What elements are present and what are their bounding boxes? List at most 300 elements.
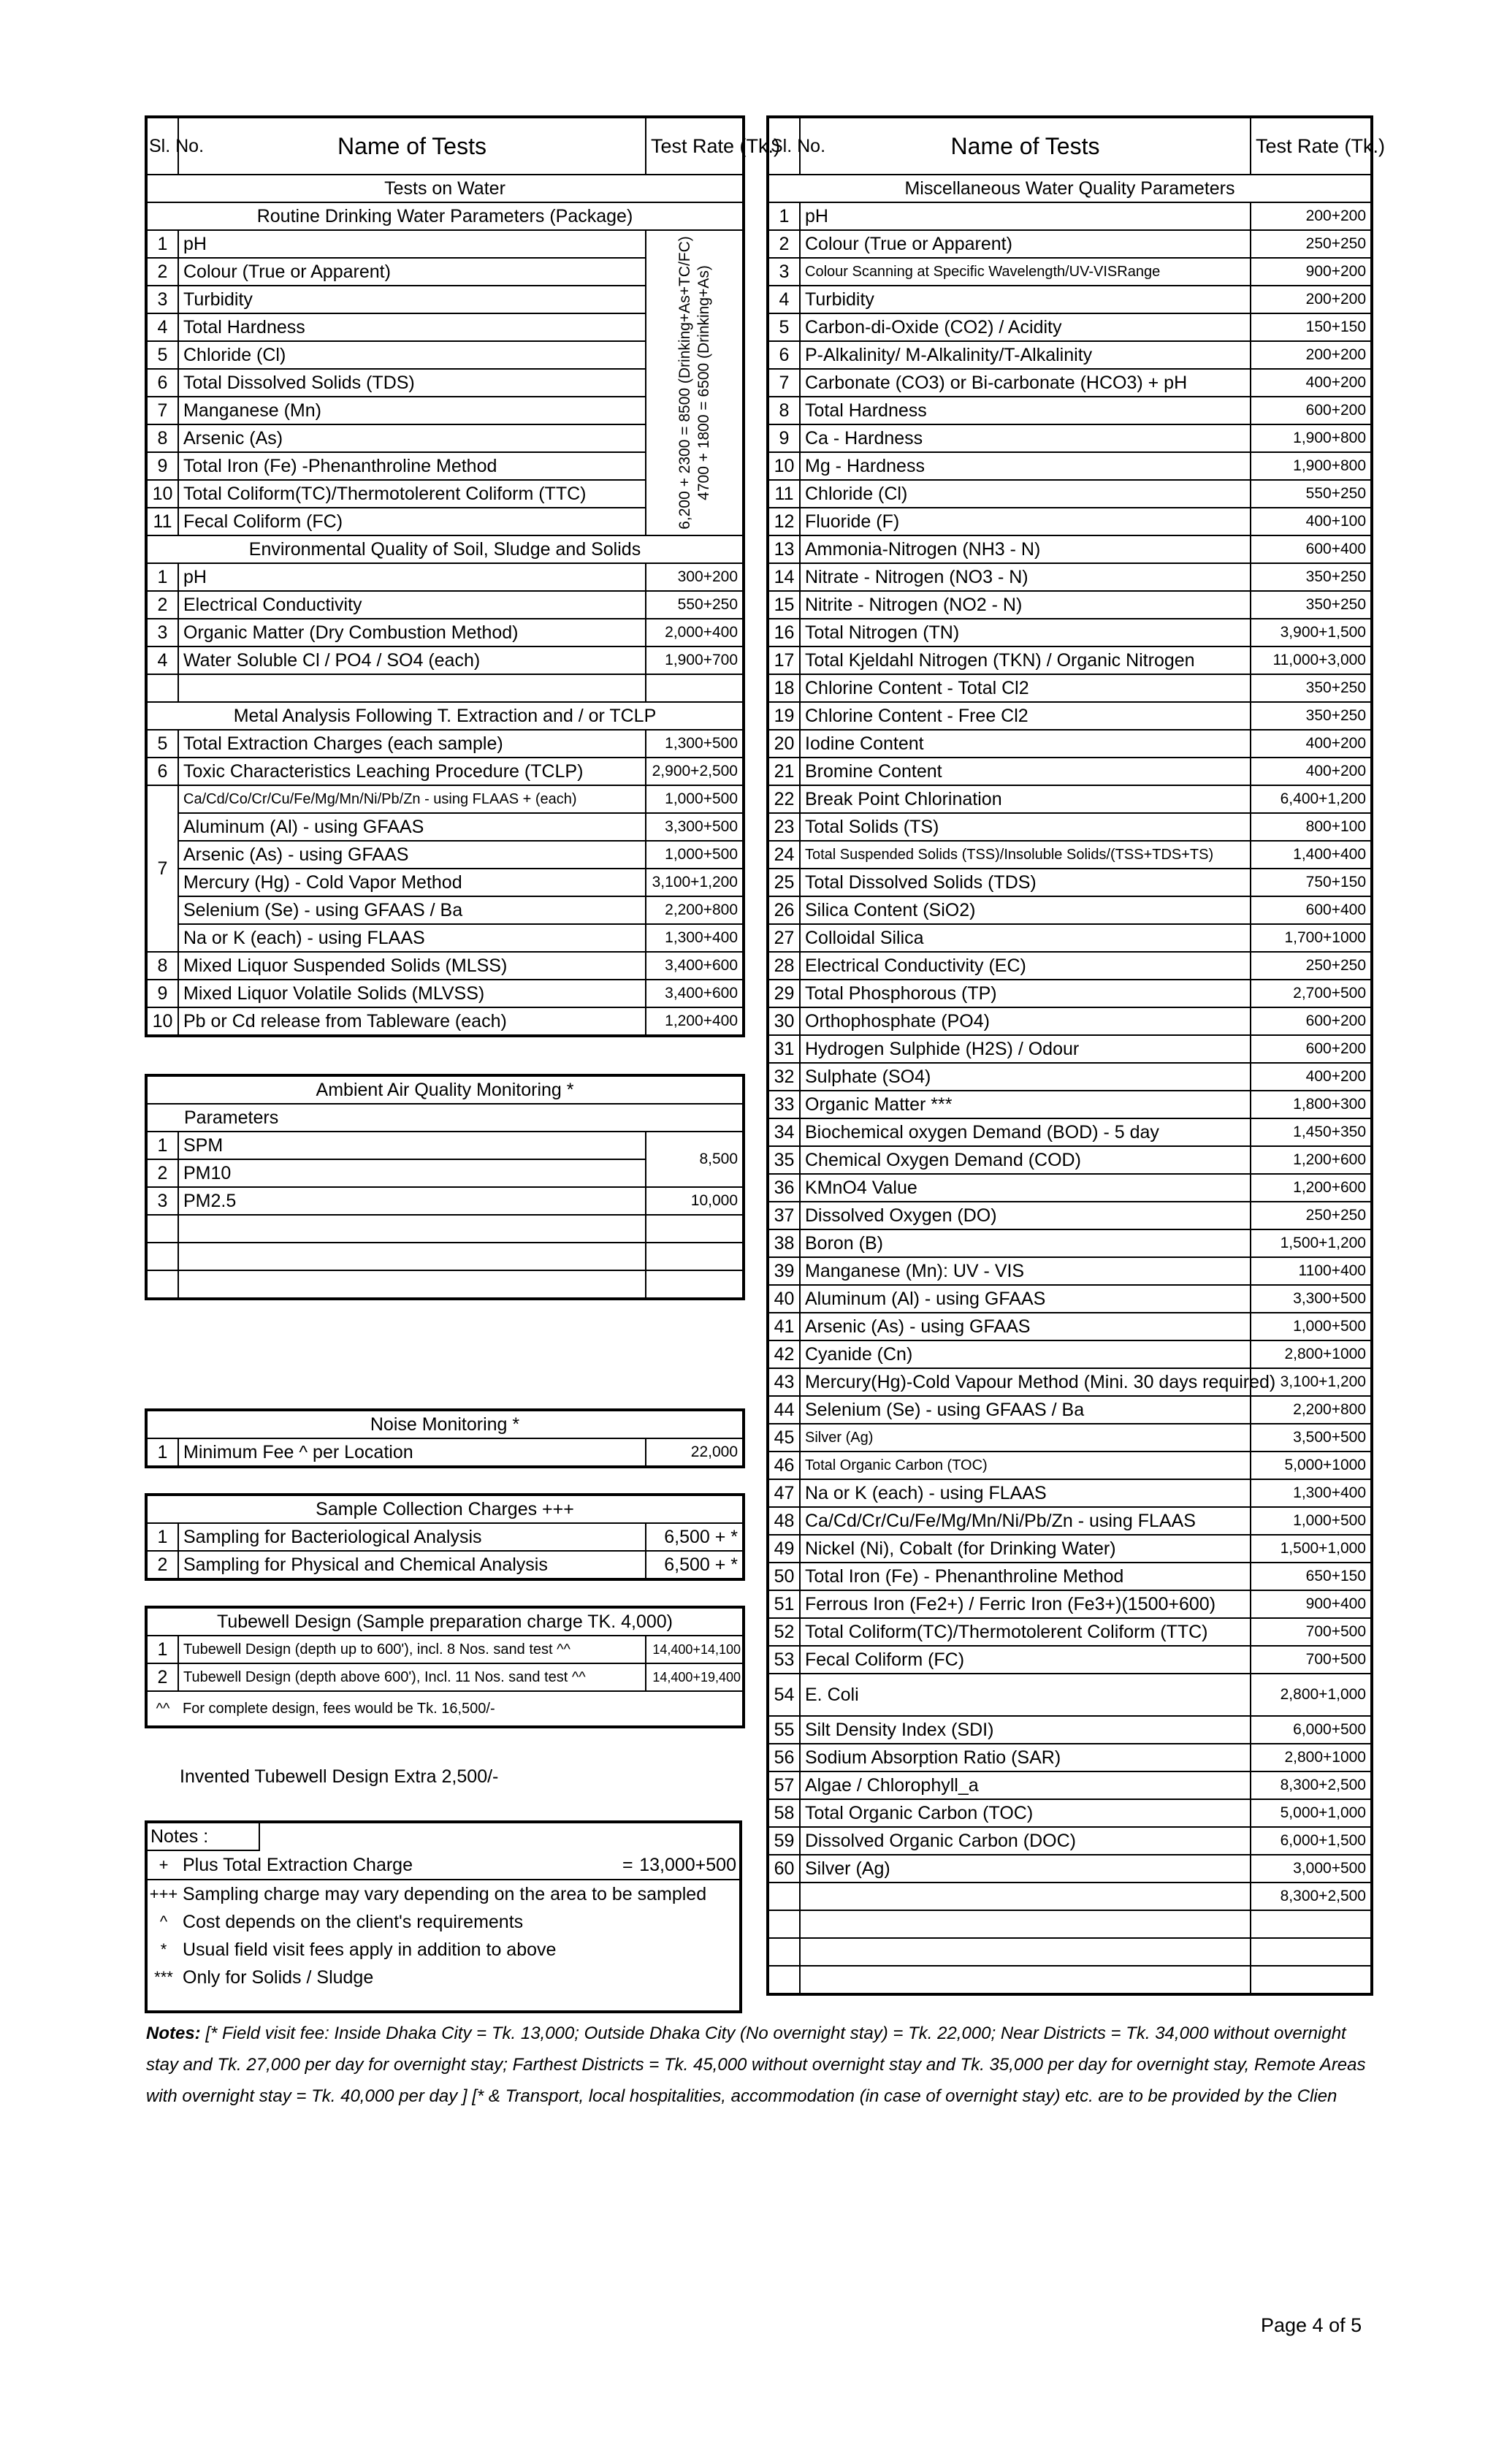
test-rate: 6,500 + * xyxy=(646,1551,744,1579)
table-row xyxy=(768,813,1372,841)
table-row xyxy=(768,1091,1372,1118)
test-name: Na or K (each) - using FLAAS xyxy=(178,924,646,952)
test-name: Arsenic (As) - using GFAAS xyxy=(178,841,646,869)
test-name: pH xyxy=(178,230,646,258)
table-row xyxy=(768,619,1372,646)
sl-number: 41 xyxy=(768,1313,800,1340)
sl-number: 10 xyxy=(146,1007,178,1036)
sl-number: 2 xyxy=(146,258,178,286)
test-rate: 600+400 xyxy=(1251,896,1372,924)
table-row xyxy=(146,591,744,619)
test-rate-header: Test Rate (Tk.) xyxy=(646,117,744,175)
table-row xyxy=(768,1827,1372,1855)
test-rate: 2,700+500 xyxy=(1251,980,1372,1007)
test-name: Total Dissolved Solids (TDS) xyxy=(800,869,1251,896)
test-name: Ammonia-Nitrogen (NH3 - N) xyxy=(800,535,1251,563)
table-row xyxy=(146,1551,744,1579)
table-row xyxy=(768,1563,1372,1590)
test-rate: 1,500+1,000 xyxy=(1251,1535,1372,1563)
table-row xyxy=(768,674,1372,702)
test-name: Dissolved Oxygen (DO) xyxy=(800,1202,1251,1229)
sl-number: 12 xyxy=(768,508,800,535)
test-rate: 3,400+600 xyxy=(646,980,744,1007)
test-rate: 650+150 xyxy=(1251,1563,1372,1590)
note-mark: *** xyxy=(154,1968,173,1986)
sl-no-header: Sl. No. xyxy=(768,117,800,175)
test-name: Iodine Content xyxy=(800,730,1251,758)
table-row xyxy=(768,1202,1372,1229)
sl-number: 6 xyxy=(146,758,178,785)
test-name xyxy=(800,1883,1251,1910)
table-row xyxy=(768,397,1372,424)
test-name: Nitrate - Nitrogen (NO3 - N) xyxy=(800,563,1251,591)
test-name: Na or K (each) - using FLAAS xyxy=(800,1479,1251,1507)
sl-number: 49 xyxy=(768,1535,800,1563)
test-rate: 3,100+1,200 xyxy=(646,869,744,896)
test-name: Total Coliform(TC)/Thermotolerent Coliform (TTC) xyxy=(178,480,646,508)
test-name: Hydrogen Sulphide (H2S) / Odour xyxy=(800,1035,1251,1063)
test-name: Total Iron (Fe) -Phenanthroline Method xyxy=(178,452,646,480)
table-row xyxy=(768,1479,1372,1507)
test-rate: 550+250 xyxy=(1251,480,1372,508)
test-name: Sampling for Physical and Chemical Analysis xyxy=(178,1551,646,1579)
table-row xyxy=(768,1744,1372,1771)
test-rate: 1100+400 xyxy=(1251,1257,1372,1285)
table-row xyxy=(768,952,1372,980)
test-rate: 350+250 xyxy=(1251,563,1372,591)
test-name: Chlorine Content - Free Cl2 xyxy=(800,702,1251,730)
table-row xyxy=(146,646,744,674)
table-row xyxy=(768,924,1372,952)
air-quality-title: Ambient Air Quality Monitoring * xyxy=(146,1075,744,1104)
sl-number: 9 xyxy=(768,424,800,452)
test-name: Orthophosphate (PO4) xyxy=(800,1007,1251,1035)
sl-number: 38 xyxy=(768,1229,800,1257)
test-name: Chloride (Cl) xyxy=(178,341,646,369)
sl-number: 16 xyxy=(768,619,800,646)
test-rate: 2,200+800 xyxy=(646,896,744,924)
sl-number: 3 xyxy=(146,1187,178,1215)
test-rate: 400+200 xyxy=(1251,369,1372,397)
sl-number: 9 xyxy=(146,980,178,1007)
sl-number: 4 xyxy=(146,646,178,674)
sl-number: 43 xyxy=(768,1368,800,1396)
note-text: Sampling charge may vary depending on the area to be sampled xyxy=(183,1884,707,1904)
note-line xyxy=(148,1964,739,1991)
sl-number: 6 xyxy=(146,369,178,397)
test-name: Nickel (Ni), Cobalt (for Drinking Water) xyxy=(800,1535,1251,1563)
sl-number: 1 xyxy=(146,563,178,591)
note-mark: + xyxy=(159,1855,169,1874)
table-row xyxy=(768,1285,1372,1313)
field-visit-notes xyxy=(146,2018,1373,2112)
sl-number: 42 xyxy=(768,1340,800,1368)
table-row xyxy=(146,1132,744,1159)
table-row xyxy=(768,1257,1372,1285)
test-rate: 150+150 xyxy=(1251,313,1372,341)
sl-number: 4 xyxy=(768,286,800,313)
test-name: Chlorine Content - Total Cl2 xyxy=(800,674,1251,702)
test-rate: 600+200 xyxy=(1251,1035,1372,1063)
test-rate: 2,900+2,500 xyxy=(646,758,744,785)
sl-number: 46 xyxy=(768,1452,800,1479)
sl-number: 25 xyxy=(768,869,800,896)
table-row xyxy=(146,841,744,869)
table-row xyxy=(768,785,1372,813)
air-quality-table xyxy=(145,1074,742,1300)
sl-no-header: Sl. No. xyxy=(146,117,178,175)
sl-number: 15 xyxy=(768,591,800,619)
sl-number: 44 xyxy=(768,1396,800,1424)
test-name: Total Coliform(TC)/Thermotolerent Coliform (TTC) xyxy=(800,1618,1251,1646)
sl-number: 45 xyxy=(768,1424,800,1452)
table-row xyxy=(768,369,1372,397)
table-row xyxy=(768,563,1372,591)
test-rate: 3,400+600 xyxy=(646,952,744,980)
table-row xyxy=(146,563,744,591)
test-rate: 250+250 xyxy=(1251,230,1372,258)
tubewell-design-table xyxy=(145,1606,742,1728)
test-rate: 250+250 xyxy=(1251,1202,1372,1229)
sl-number: 32 xyxy=(768,1063,800,1091)
test-rate: 1,500+1,200 xyxy=(1251,1229,1372,1257)
sl-number: 4 xyxy=(146,313,178,341)
test-rate: 2,200+800 xyxy=(1251,1396,1372,1424)
table-row xyxy=(768,1590,1372,1618)
test-rate: 6,000+500 xyxy=(1251,1716,1372,1744)
sl-number: 2 xyxy=(146,1551,178,1579)
test-rate: 250+250 xyxy=(1251,952,1372,980)
tubewell-footnote-row xyxy=(146,1691,744,1727)
test-rate: 1,900+800 xyxy=(1251,452,1372,480)
table-row xyxy=(768,1063,1372,1091)
sl-number: 11 xyxy=(146,508,178,535)
table-row xyxy=(768,313,1372,341)
test-rate-header: Test Rate (Tk.) xyxy=(1251,117,1372,175)
sl-number: 5 xyxy=(768,313,800,341)
misc-water-title: Miscellaneous Water Quality Parameters xyxy=(768,175,1372,202)
test-name: Bromine Content xyxy=(800,758,1251,785)
test-rate: 1,200+600 xyxy=(1251,1146,1372,1174)
sl-number: 18 xyxy=(768,674,800,702)
test-name: Sodium Absorption Ratio (SAR) xyxy=(800,1744,1251,1771)
sl-number: 54 xyxy=(768,1674,800,1716)
table-row xyxy=(768,1855,1372,1883)
test-name: Ca/Cd/Cr/Cu/Fe/Mg/Mn/Ni/Pb/Zn - using FLAAS xyxy=(800,1507,1251,1535)
notes-box xyxy=(145,1820,742,2013)
test-name: Electrical Conductivity xyxy=(178,591,646,619)
test-name: Mercury (Hg) - Cold Vapor Method xyxy=(178,869,646,896)
spm-pm10-rate: 8,500 xyxy=(646,1132,744,1187)
test-name: Tubewell Design (depth up to 600'), incl. 8 Nos. sand test ^^ xyxy=(178,1636,646,1663)
test-rate: 1,200+600 xyxy=(1251,1174,1372,1202)
sl-number: 20 xyxy=(768,730,800,758)
test-name: Fluoride (F) xyxy=(800,508,1251,535)
sl-number: 23 xyxy=(768,813,800,841)
sl-number: 10 xyxy=(768,452,800,480)
tubewell-title: Tubewell Design (Sample preparation charge TK. 4,000) xyxy=(146,1607,744,1636)
sl-number: 17 xyxy=(768,646,800,674)
sl-number: 1 xyxy=(146,1636,178,1663)
test-rate: 900+200 xyxy=(1251,258,1372,286)
table-row xyxy=(768,535,1372,563)
test-name: Minimum Fee ^ per Location xyxy=(178,1438,646,1467)
test-rate: 600+400 xyxy=(1251,535,1372,563)
table-row xyxy=(768,1771,1372,1799)
test-rate: 700+500 xyxy=(1251,1618,1372,1646)
table-row xyxy=(768,258,1372,286)
table-row xyxy=(768,1007,1372,1035)
invented-tubewell-note: Invented Tubewell Design Extra 2,500/- xyxy=(180,1766,499,1787)
sl-number: 60 xyxy=(768,1855,800,1883)
test-rate: 400+100 xyxy=(1251,508,1372,535)
test-rate: 1,000+500 xyxy=(1251,1507,1372,1535)
sl-number: 2 xyxy=(146,591,178,619)
sl-number: 8 xyxy=(146,952,178,980)
sl-number: 30 xyxy=(768,1007,800,1035)
test-name: Arsenic (As) - using GFAAS xyxy=(800,1313,1251,1340)
table-row xyxy=(146,896,744,924)
note-line xyxy=(148,1936,739,1964)
test-rate: 5,000+1,000 xyxy=(1251,1799,1372,1827)
test-rate: 6,000+1,500 xyxy=(1251,1827,1372,1855)
test-name: Water Soluble Cl / PO4 / SO4 (each) xyxy=(178,646,646,674)
test-rate: 2,000+400 xyxy=(646,619,744,646)
test-rate: 2,800+1000 xyxy=(1251,1340,1372,1368)
test-rate: 8,300+2,500 xyxy=(1251,1771,1372,1799)
package-rate-cell xyxy=(646,230,744,535)
sl-number: 2 xyxy=(146,1159,178,1187)
footnote-mark: ^^ xyxy=(146,1691,178,1727)
table-row xyxy=(768,1035,1372,1063)
test-name: Selenium (Se) - using GFAAS / Ba xyxy=(178,896,646,924)
table-row xyxy=(146,1438,744,1467)
test-rate: 1,300+400 xyxy=(646,924,744,952)
metal-section-title: Metal Analysis Following T. Extraction and / or TCLP xyxy=(146,702,744,730)
table-row xyxy=(768,1229,1372,1257)
test-name: Carbon-di-Oxide (CO2) / Acidity xyxy=(800,313,1251,341)
test-name: Total Kjeldahl Nitrogen (TKN) / Organic Nitrogen xyxy=(800,646,1251,674)
test-rate: 3,900+1,500 xyxy=(1251,619,1372,646)
table-row xyxy=(768,1313,1372,1340)
sample-collection-table xyxy=(145,1493,742,1581)
sl-number: 39 xyxy=(768,1257,800,1285)
table-row xyxy=(768,508,1372,535)
sl-number: 3 xyxy=(768,258,800,286)
table-row xyxy=(146,813,744,841)
test-name: Silt Density Index (SDI) xyxy=(800,1716,1251,1744)
sl-number: 57 xyxy=(768,1771,800,1799)
sl-number: 58 xyxy=(768,1799,800,1827)
test-rate: 200+200 xyxy=(1251,341,1372,369)
sl-number: 59 xyxy=(768,1827,800,1855)
table-row xyxy=(768,230,1372,258)
test-name: Total Extraction Charges (each sample) xyxy=(178,730,646,758)
blank-row xyxy=(146,1215,744,1243)
sl-number: 28 xyxy=(768,952,800,980)
test-name: Selenium (Se) - using GFAAS / Ba xyxy=(800,1396,1251,1424)
package-rate xyxy=(676,236,714,530)
test-name: Sampling for Bacteriological Analysis xyxy=(178,1523,646,1551)
table-row xyxy=(768,1368,1372,1396)
table-row xyxy=(768,1883,1372,1910)
note-text: Plus Total Extraction Charge xyxy=(183,1855,413,1875)
sl-number: 21 xyxy=(768,758,800,785)
table-row xyxy=(768,1146,1372,1174)
sl-number: 36 xyxy=(768,1174,800,1202)
blank-row xyxy=(768,1966,1372,1994)
table-row xyxy=(146,980,744,1007)
note-line xyxy=(148,1908,739,1936)
table-row xyxy=(146,1007,744,1036)
notes-title: Notes : xyxy=(148,1823,260,1851)
test-name: Break Point Chlorination xyxy=(800,785,1251,813)
test-name: Chemical Oxygen Demand (COD) xyxy=(800,1146,1251,1174)
sl-number: 33 xyxy=(768,1091,800,1118)
noise-title: Noise Monitoring * xyxy=(146,1410,744,1438)
sl-number: 13 xyxy=(768,535,800,563)
table-row xyxy=(146,1523,744,1551)
parameter-name: PM10 xyxy=(178,1159,646,1187)
table-row xyxy=(146,230,744,258)
test-rate: 700+500 xyxy=(1251,1646,1372,1674)
test-name: Total Organic Carbon (TOC) xyxy=(800,1799,1251,1827)
table-row xyxy=(768,646,1372,674)
sl-number: 24 xyxy=(768,841,800,869)
test-rate: 1,900+700 xyxy=(646,646,744,674)
sl-number: 50 xyxy=(768,1563,800,1590)
table-row xyxy=(146,952,744,980)
table-row xyxy=(768,1618,1372,1646)
table-row xyxy=(768,1340,1372,1368)
sl-number: 7 xyxy=(768,369,800,397)
sl-number: 56 xyxy=(768,1744,800,1771)
table-row xyxy=(146,924,744,952)
right-tests-table xyxy=(766,115,1386,1996)
test-rate: 800+100 xyxy=(1251,813,1372,841)
test-name: Total Organic Carbon (TOC) xyxy=(800,1452,1251,1479)
test-name: Turbidity xyxy=(800,286,1251,313)
test-name: E. Coli xyxy=(800,1674,1251,1716)
sl-number: 1 xyxy=(146,1132,178,1159)
test-name: Colloidal Silica xyxy=(800,924,1251,952)
test-name: Nitrite - Nitrogen (NO2 - N) xyxy=(800,591,1251,619)
table-row xyxy=(146,1636,744,1663)
test-name: Tubewell Design (depth above 600'), Incl. 11 Nos. sand test ^^ xyxy=(178,1663,646,1691)
test-rate: 8,300+2,500 xyxy=(1251,1883,1372,1910)
table-row xyxy=(768,702,1372,730)
test-name: Chloride (Cl) xyxy=(800,480,1251,508)
test-rate: 600+200 xyxy=(1251,1007,1372,1035)
parameter-name: SPM xyxy=(178,1132,646,1159)
test-name: Aluminum (Al) - using GFAAS xyxy=(800,1285,1251,1313)
test-rate: 200+200 xyxy=(1251,202,1372,230)
test-name: Organic Matter (Dry Combustion Method) xyxy=(178,619,646,646)
name-of-tests-header: Name of Tests xyxy=(178,117,646,175)
sl-number: 31 xyxy=(768,1035,800,1063)
table-row xyxy=(768,869,1372,896)
parameter-name: PM2.5 xyxy=(178,1187,646,1215)
test-name: Dissolved Organic Carbon (DOC) xyxy=(800,1827,1251,1855)
sl-number: 37 xyxy=(768,1202,800,1229)
test-rate: 350+250 xyxy=(1251,702,1372,730)
sampling-title: Sample Collection Charges +++ xyxy=(146,1495,744,1523)
test-rate: 22,000 xyxy=(646,1438,744,1467)
test-name: Colour Scanning at Specific Wavelength/UV-VISRange xyxy=(800,258,1251,286)
sl-number: 1 xyxy=(146,1523,178,1551)
sl-number: 51 xyxy=(768,1590,800,1618)
sl-number: 27 xyxy=(768,924,800,952)
sl-number: 53 xyxy=(768,1646,800,1674)
table-row xyxy=(146,1663,744,1691)
test-rate: 400+200 xyxy=(1251,758,1372,785)
sl-number: 3 xyxy=(146,286,178,313)
test-rate: 14,400+19,400 xyxy=(646,1663,744,1691)
test-rate: 2,800+1,000 xyxy=(1251,1674,1372,1716)
test-name: pH xyxy=(800,202,1251,230)
test-name: Cyanide (Cn) xyxy=(800,1340,1251,1368)
note-mark: +++ xyxy=(149,1885,178,1903)
test-name: Mixed Liquor Suspended Solids (MLSS) xyxy=(178,952,646,980)
test-rate: 3,100+1,200 xyxy=(1251,1368,1372,1396)
test-name: Toxic Characteristics Leaching Procedure (TCLP) xyxy=(178,758,646,785)
table-row xyxy=(768,841,1372,869)
test-name: Fecal Coliform (FC) xyxy=(178,508,646,535)
table-row xyxy=(768,730,1372,758)
table-row xyxy=(146,758,744,785)
sl-number xyxy=(768,1883,800,1910)
table-row xyxy=(768,980,1372,1007)
test-rate: 550+250 xyxy=(646,591,744,619)
table-row xyxy=(768,1646,1372,1674)
test-rate: 5,000+1000 xyxy=(1251,1452,1372,1479)
sl-number: 1 xyxy=(146,1438,178,1467)
test-rate: 400+200 xyxy=(1251,730,1372,758)
test-name: Ca - Hardness xyxy=(800,424,1251,452)
test-rate: 400+200 xyxy=(1251,1063,1372,1091)
test-name: Sulphate (SO4) xyxy=(800,1063,1251,1091)
sl-number: 8 xyxy=(146,424,178,452)
sl-number: 52 xyxy=(768,1618,800,1646)
test-name: Colour (True or Apparent) xyxy=(178,258,646,286)
test-rate: 6,400+1,200 xyxy=(1251,785,1372,813)
test-name: pH xyxy=(178,563,646,591)
sl-number: 7 xyxy=(146,785,178,952)
sl-number: 34 xyxy=(768,1118,800,1146)
test-name: Silica Content (SiO2) xyxy=(800,896,1251,924)
test-rate: 350+250 xyxy=(1251,674,1372,702)
test-rate: 1,450+350 xyxy=(1251,1118,1372,1146)
note-value: 13,000+500 xyxy=(639,1855,736,1875)
test-name: Total Hardness xyxy=(800,397,1251,424)
test-rate: 1,300+400 xyxy=(1251,1479,1372,1507)
table-row xyxy=(768,452,1372,480)
test-rate: 350+250 xyxy=(1251,591,1372,619)
sl-number: 35 xyxy=(768,1146,800,1174)
sl-number: 10 xyxy=(146,480,178,508)
table-row xyxy=(146,1187,744,1215)
test-rate: 600+200 xyxy=(1251,397,1372,424)
test-name: Ca/Cd/Co/Cr/Cu/Fe/Mg/Mn/Ni/Pb/Zn - using FLAAS + (each) xyxy=(178,785,646,813)
table-row xyxy=(768,1396,1372,1424)
test-name: Manganese (Mn): UV - VIS xyxy=(800,1257,1251,1285)
test-rate: 11,000+3,000 xyxy=(1251,646,1372,674)
test-name: Carbonate (CO3) or Bi-carbonate (HCO3) + pH xyxy=(800,369,1251,397)
tubewell-footnote: For complete design, fees would be Tk. 16,500/- xyxy=(178,1691,744,1727)
table-row xyxy=(768,896,1372,924)
test-rate: 1,300+500 xyxy=(646,730,744,758)
table-row xyxy=(768,341,1372,369)
